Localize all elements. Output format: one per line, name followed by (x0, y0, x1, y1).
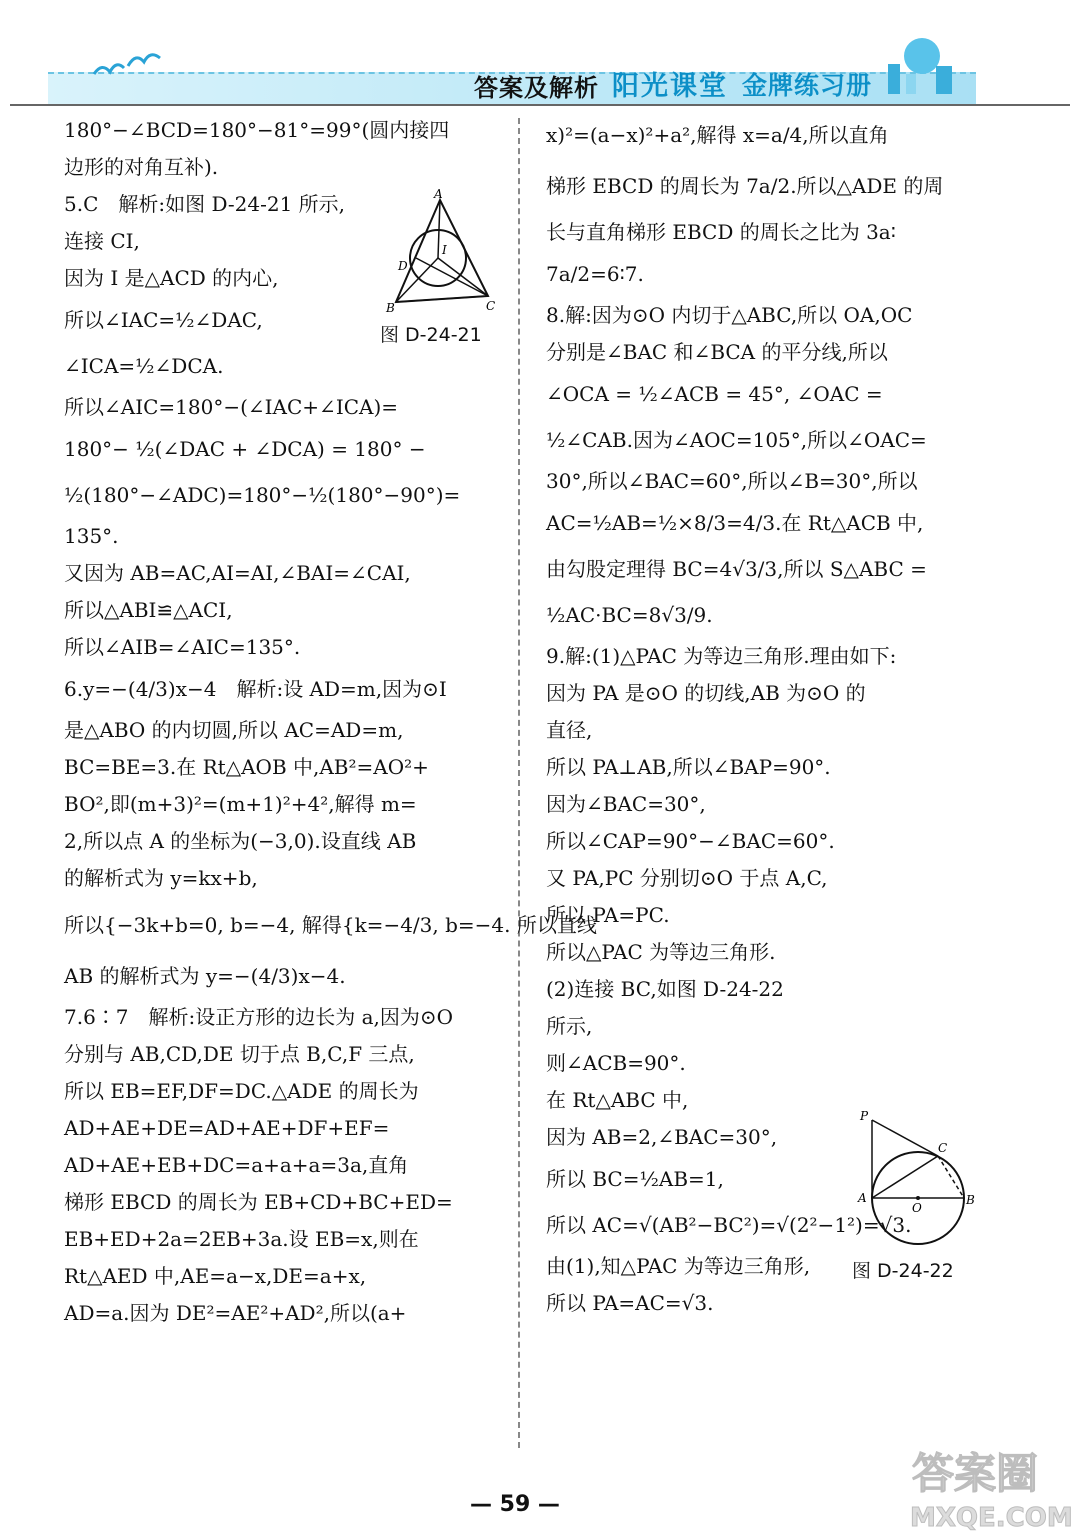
text-line: 7.6∶7 解析:设正方形的边长为 a,因为⊙O (64, 1005, 454, 1029)
text-line: 在 Rt△ABC 中, (546, 1088, 689, 1112)
text-line: 30°,所以∠BAC=60°,所以∠B=30°,所以 (546, 469, 918, 493)
text-line: AD+AE+DE=AD+AE+DF+EF= (64, 1116, 390, 1140)
text-line: 因为∠BAC=30°, (546, 792, 706, 816)
text-line: 所以∠CAP=90°−∠BAC=60°. (546, 829, 835, 853)
header-rule (10, 104, 1070, 106)
text-line: ½(180°−∠ADC)=180°−½(180°−90°)= (64, 483, 461, 507)
text-line: 所以∠AIB=∠AIC=135°. (64, 635, 301, 659)
text-line: ½AC·BC=8√3/9. (546, 603, 713, 627)
text-line: 直径, (546, 718, 593, 742)
text-line: 的解析式为 y=kx+b, (64, 866, 258, 890)
text-line: AC=½AB=½×8/3=4/3.在 Rt△ACB 中, (546, 511, 924, 535)
text-line: 180°− ½(∠DAC + ∠DCA) = 180° − (64, 437, 426, 461)
text-line: 梯形 EBCD 的周长为 EB+CD+BC+ED= (64, 1190, 453, 1214)
text-line: 所以 PA=AC=√3. (546, 1291, 714, 1315)
text-line: 9.解:(1)△PAC 为等边三角形.理由如下: (546, 644, 897, 668)
text-line: 所以 PA⊥AB,所以∠BAP=90°. (546, 755, 831, 779)
text-line: 因为 I 是△ACD 的内心, (64, 266, 279, 290)
figure-d-24-22 (852, 1108, 978, 1264)
fig1-label-a: A (434, 187, 443, 201)
header-brand: 阳光课堂 (612, 71, 728, 102)
text-line: 又因为 AB=AC,AI=AI,∠BAI=∠CAI, (64, 561, 411, 585)
column-divider (518, 118, 520, 1448)
text-line: 7a/2=6∶7. (546, 262, 644, 286)
text-line: 所以{−3k+b=0, b=−4, 解得{k=−4/3, b=−4. 所以直线 (64, 913, 597, 937)
text-line: ∠OCA = ½∠ACB = 45°, ∠OAC = (546, 382, 883, 406)
text-line: 6.y=−(4/3)x−4 解析:设 AD=m,因为⊙I (64, 677, 447, 701)
text-line: 连接 CI, (64, 229, 140, 253)
figure-d-24-21 (382, 186, 500, 316)
fig1-label-i: I (442, 243, 447, 257)
text-line: 135°. (64, 524, 119, 548)
bird-icon (92, 48, 162, 82)
text-line: 梯形 EBCD 的周长为 7a/2.所以△ADE 的周 (546, 174, 944, 198)
figure-caption-d-24-21: 图 D-24-21 (380, 324, 482, 346)
text-line: 又 PA,PC 分别切⊙O 于点 A,C, (546, 866, 828, 890)
text-line: AD=a.因为 DE²=AE²+AD²,所以(a+ (64, 1301, 407, 1325)
text-line: 5.C 解析:如图 D-24-21 所示, (64, 192, 346, 216)
text-line: ∠ICA=½∠DCA. (64, 354, 224, 378)
text-line: 180°−∠BCD=180°−81°=99°(圆内接四 (64, 118, 450, 142)
watermark-text: 答案圈 (912, 1449, 1039, 1498)
header-series: 金牌练习册 (742, 71, 873, 100)
text-line: EB+ED+2a=2EB+3a.设 EB=x,则在 (64, 1227, 419, 1251)
text-line: 所以 EB=EF,DF=DC.△ADE 的周长为 (64, 1079, 419, 1103)
fig2-label-a: A (858, 1191, 867, 1205)
text-line: 由(1),知△PAC 为等边三角形, (546, 1254, 811, 1278)
text-line: BO²,即(m+3)²=(m+1)²+4²,解得 m= (64, 792, 417, 816)
page-header (0, 0, 1080, 112)
text-line: AB 的解析式为 y=−(4/3)x−4. (64, 964, 346, 988)
text-line: 所以∠IAC=½∠DAC, (64, 308, 263, 332)
text-line: 由勾股定理得 BC=4√3/3,所以 S△ABC = (546, 557, 927, 581)
text-line: 所以 AC=√(AB²−BC²)=√(2²−1²)=√3. (546, 1213, 912, 1237)
fig1-label-d: D (398, 259, 408, 273)
fig1-label-b: B (386, 301, 395, 315)
text-line: 所示, (546, 1014, 593, 1038)
text-line: BC=BE=3.在 Rt△AOB 中,AB²=AO²+ (64, 755, 429, 779)
figure-caption-d-24-22: 图 D-24-22 (852, 1260, 954, 1282)
text-line: 边形的对角互补). (64, 155, 219, 179)
fig2-label-o: O (912, 1201, 922, 1215)
text-line: 8.解:因为⊙O 内切于△ABC,所以 OA,OC (546, 303, 913, 327)
header-answer-label: 答案及解析 (474, 73, 599, 102)
text-line: 分别与 AB,CD,DE 切于点 B,C,F 三点, (64, 1042, 415, 1066)
text-line: 是△ABO 的内切圆,所以 AC=AD=m, (64, 718, 404, 742)
text-line: 长与直角梯形 EBCD 的周长之比为 3a∶ (546, 220, 896, 244)
text-line: AD+AE+EB+DC=a+a+a=3a,直角 (64, 1153, 409, 1177)
text-line: Rt△AED 中,AE=a−x,DE=a+x, (64, 1264, 367, 1288)
text-line: 所以∠AIC=180°−(∠IAC+∠ICA)= (64, 395, 399, 419)
text-line: 因为 AB=2,∠BAC=30°, (546, 1125, 778, 1149)
text-line: 因为 PA 是⊙O 的切线,AB 为⊙O 的 (546, 681, 866, 705)
text-line: 所以 BC=½AB=1, (546, 1167, 724, 1191)
text-line: 则∠ACB=90°. (546, 1051, 686, 1075)
fig2-label-c: C (938, 1141, 948, 1155)
text-line: ½∠CAB.因为∠AOC=105°,所以∠OAC= (546, 428, 927, 452)
text-line: 2,所以点 A 的坐标为(−3,0).设直线 AB (64, 829, 417, 853)
watermark-url: MXQE.COM (910, 1503, 1073, 1533)
fig2-label-p: P (860, 1109, 869, 1123)
fig2-label-b: B (966, 1193, 975, 1207)
page-number: — 59 — (470, 1492, 560, 1517)
text-line: 所以△ABI≌△ACI, (64, 598, 233, 622)
fig1-label-c: C (486, 299, 496, 313)
text-line: 分别是∠BAC 和∠BCA 的平分线,所以 (546, 340, 888, 364)
text-line: 所以 PA=PC. (546, 903, 670, 927)
text-line: (2)连接 BC,如图 D-24-22 (546, 977, 784, 1001)
watermark-logo (900, 1440, 1076, 1536)
text-line: x)²=(a−x)²+a²,解得 x=a/4,所以直角 (546, 123, 889, 147)
text-line: 所以△PAC 为等边三角形. (546, 940, 776, 964)
trophy-icon (866, 34, 976, 104)
